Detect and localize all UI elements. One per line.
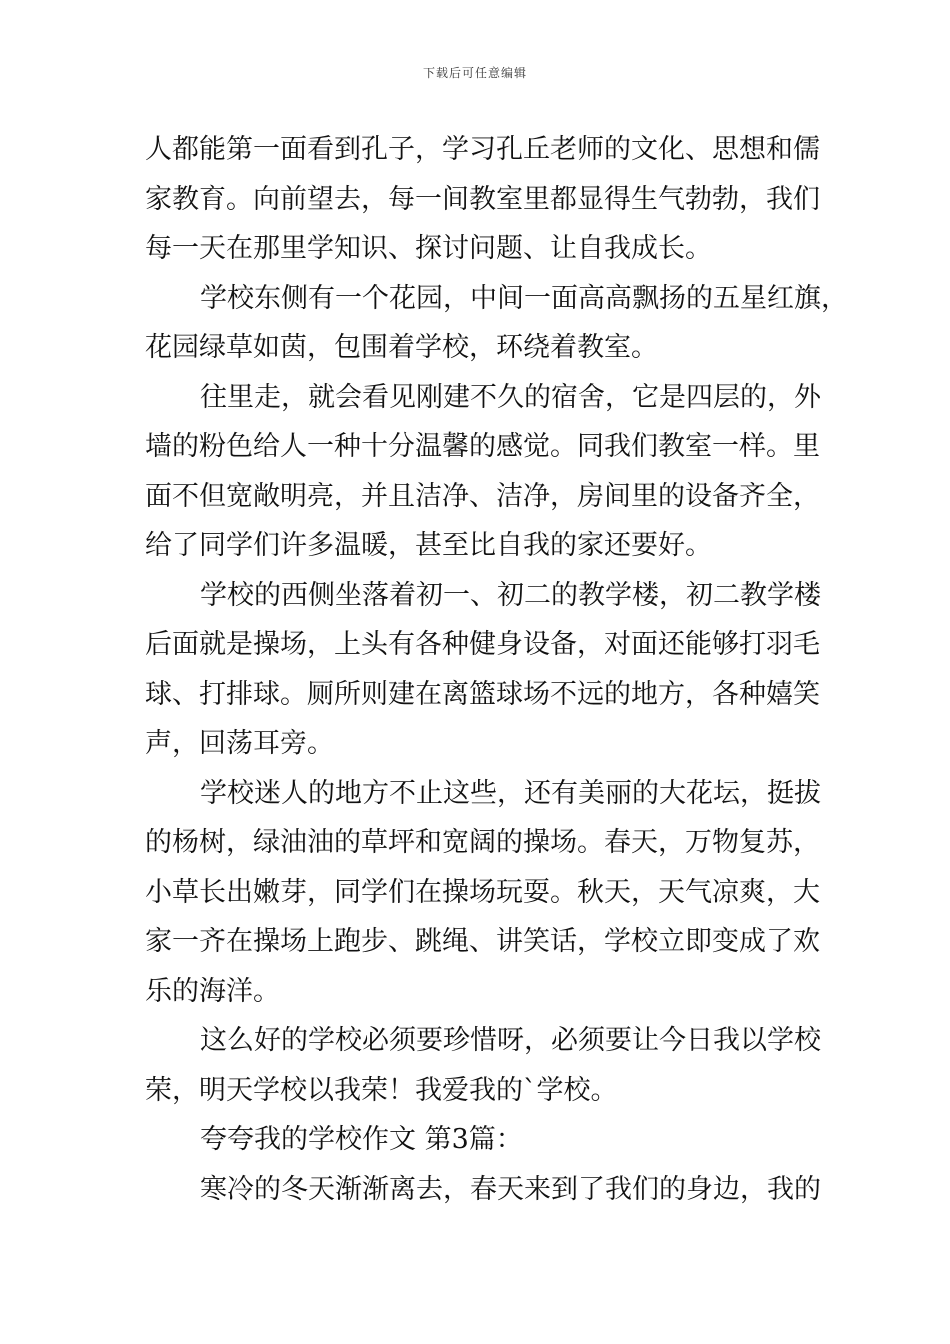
text-line: 荣，明天学校以我荣！我爱我的`学校。: [145, 1074, 618, 1106]
paragraph-start-line: 学校的西侧坐落着初一、初二的教学楼，初二教学楼: [200, 579, 821, 611]
document-body: [145, 130, 848, 1219]
page-header-note: 下载后可任意编辑: [422, 66, 527, 80]
text-line: 面不但宽敞明亮，并且洁净、洁净，房间里的设备齐全，: [145, 480, 820, 512]
paragraph-start-line: 学校迷人的地方不止这些，还有美丽的大花坛，挺拔: [200, 777, 821, 809]
paragraph-start-line: 寒冷的冬天渐渐离去，春天来到了我们的身边，我的: [200, 1173, 821, 1205]
text-line: 的杨树，绿油油的草坪和宽阔的操场。春天，万物复苏，: [145, 827, 820, 858]
text-line: 家教育。向前望去，每一间教室里都显得生气勃勃，我们: [145, 183, 820, 215]
paragraph-start-line: 往里走，就会看见刚建不久的宿舍，它是四层的，外: [200, 381, 821, 413]
text-line: 声，回荡耳旁。: [145, 728, 334, 759]
text-line: 人都能第一面看到孔子，学习孔丘老师的文化、思想和儒: [145, 134, 820, 165]
paragraph-start-line: 学校东侧有一个花园，中间一面高高飘扬的五星红旗，: [200, 282, 848, 314]
paragraph-start-line: 这么好的学校必须要珍惜呀，必须要让今日我以学校: [200, 1025, 821, 1056]
text-line: 墙的粉色给人一种十分温馨的感觉。同我们教室一样。里: [145, 431, 820, 462]
text-line: 球、打排球。厕所则建在离篮球场不远的地方，各种嬉笑: [145, 678, 820, 710]
text-line: 给了同学们许多温暖，甚至比自我的家还要好。: [145, 530, 712, 561]
text-line: 每一天在那里学知识、探讨问题、让自我成长。: [145, 233, 712, 264]
text-line: 家一齐在操场上跑步、跳绳、讲笑话，学校立即变成了欢: [145, 926, 820, 957]
text-line: 花园绿草如茵，包围着学校，环绕着教室。: [145, 332, 658, 363]
section-heading: 夸夸我的学校作文 第3篇：: [200, 1124, 523, 1155]
text-line: 小草长出嫩芽，同学们在操场玩耍。秋天，天气凉爽，大: [145, 876, 820, 908]
text-line: 乐的海洋。: [145, 975, 280, 1007]
text-line: 后面就是操场，上头有各种健身设备，对面还能够打羽毛: [145, 629, 820, 660]
